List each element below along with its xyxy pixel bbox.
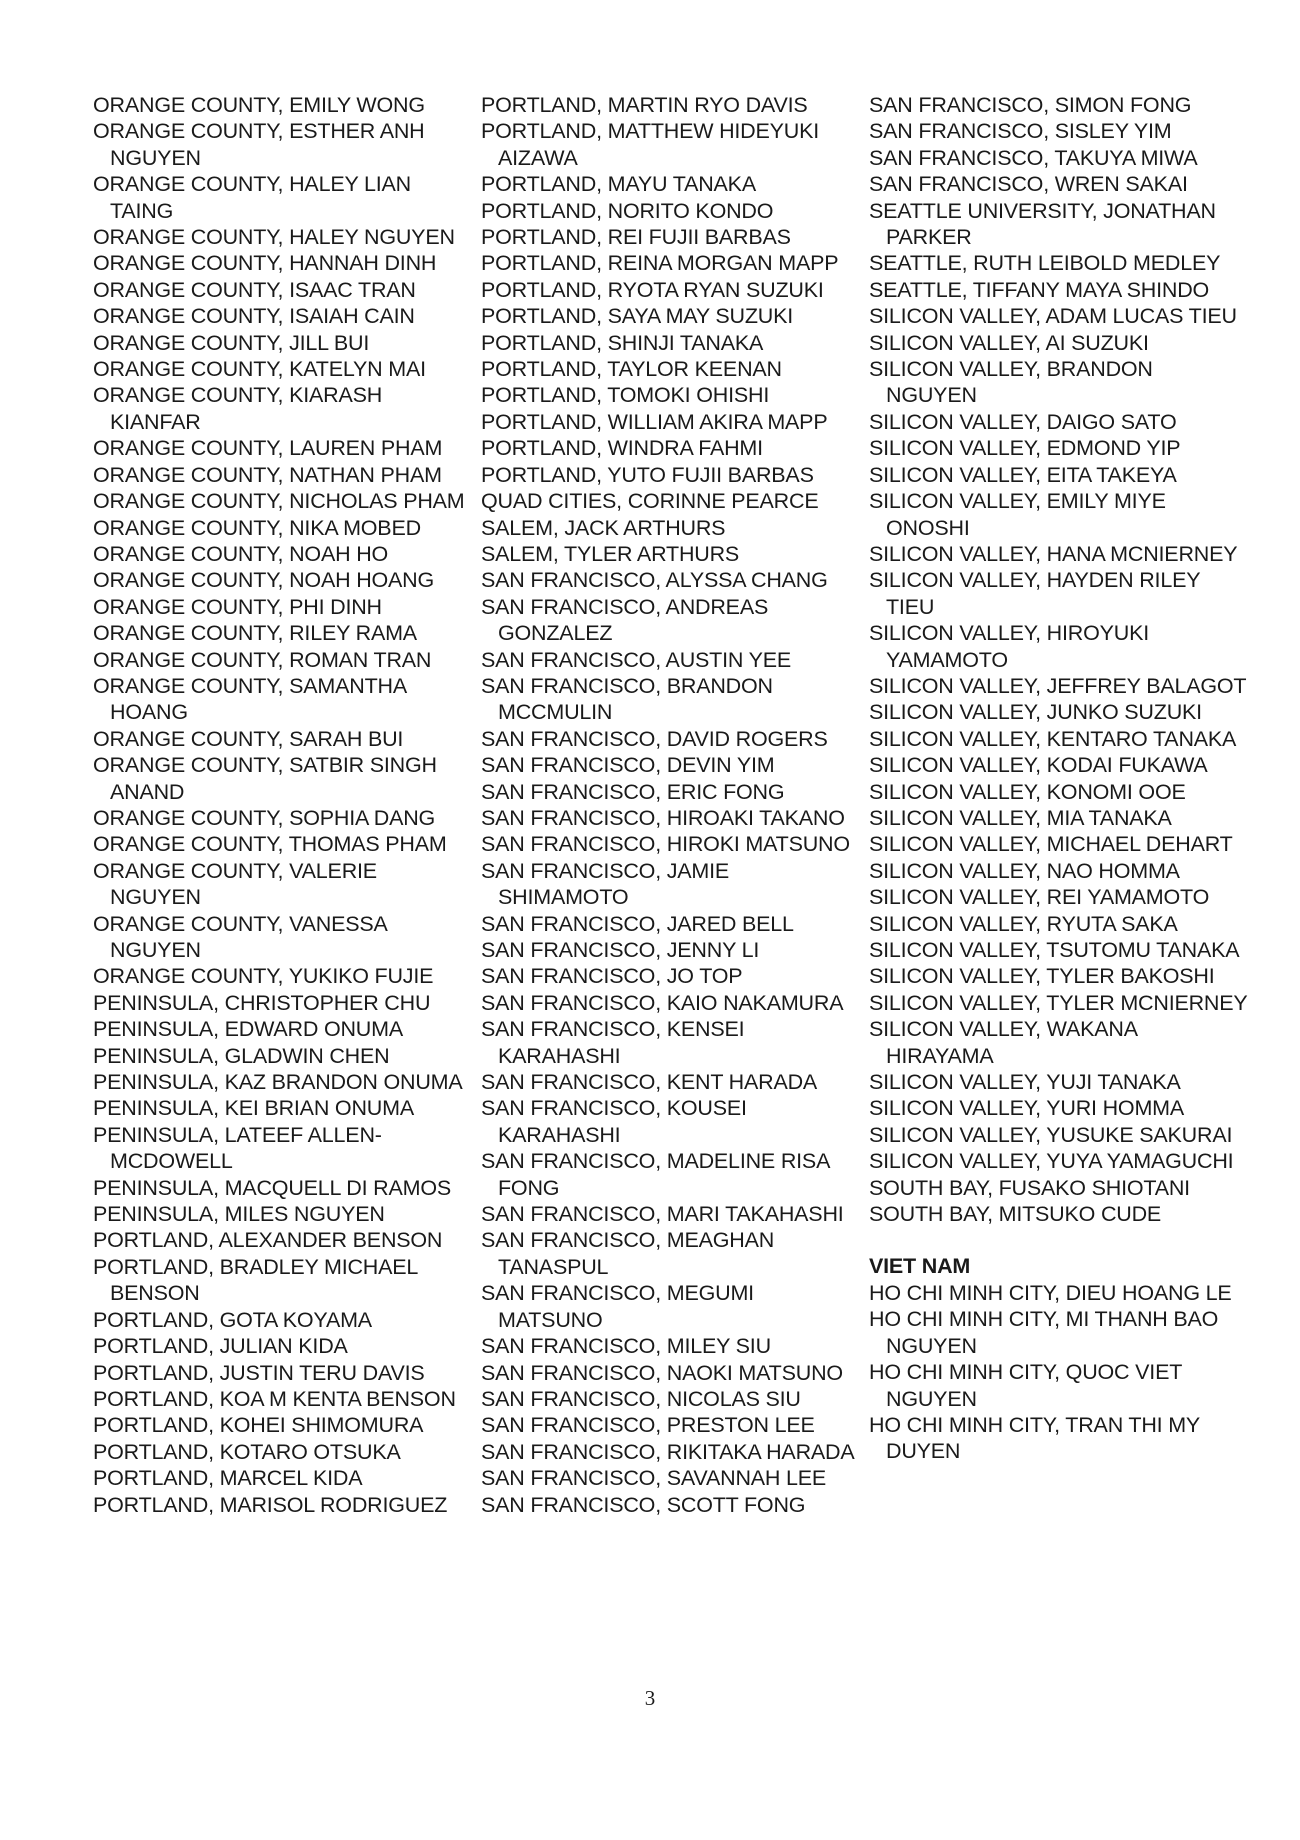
list-item: SAN FRANCISCO, DAVID ROGERS [481, 726, 828, 751]
list-item: PORTLAND, REI FUJII BARBAS [481, 225, 791, 250]
list-item: PENINSULA, MACQUELL DI RAMOS [93, 1175, 451, 1200]
list-item: SAN FRANCISCO, ALYSSA CHANG [481, 568, 828, 593]
name-column-2 [481, 92, 861, 1518]
list-item: PORTLAND, YUTO FUJII BARBAS [481, 462, 814, 487]
list-item: SOUTH BAY, FUSAKO SHIOTANI [869, 1175, 1190, 1200]
list-item: PORTLAND, REINA MORGAN MAPP [481, 251, 839, 276]
list-item: SAN FRANCISCO, JARED BELL [481, 911, 794, 936]
list-item: SILICON VALLEY, JUNKO SUZUKI [869, 700, 1202, 725]
list-item: SAN FRANCISCO, MARI TAKAHASHI [481, 1202, 844, 1227]
list-item: PENINSULA, CHRISTOPHER CHU [93, 990, 431, 1015]
list-item: SALEM, TYLER ARTHURS [481, 541, 740, 566]
list-item: SAN FRANCISCO, AUSTIN YEE [481, 647, 792, 672]
list-item: ORANGE COUNTY, NIKA MOBED [93, 515, 421, 540]
list-item: ORANGE COUNTY, SOPHIA DANG [93, 805, 436, 830]
list-item: SILICON VALLEY, HIROYUKI YAMAMOTO [869, 621, 1149, 672]
list-item: ORANGE COUNTY, NICHOLAS PHAM [93, 489, 465, 514]
list-item: SAN FRANCISCO, JENNY LI [481, 938, 760, 962]
list-item: ORANGE COUNTY, THOMAS PHAM [93, 832, 447, 857]
list-item: SEATTLE UNIVERSITY, JONATHAN PARKER [869, 198, 1216, 250]
list-item: PORTLAND, TAYLOR KEENAN [481, 357, 782, 382]
list-item: SAN FRANCISCO, KOUSEI KARAHASHI [481, 1096, 747, 1147]
list-item: SILICON VALLEY, JEFFREY BALAGOT [869, 673, 1247, 698]
list-item: HO CHI MINH CITY, TRAN THI MY DUYEN [869, 1412, 1200, 1464]
list-item: ORANGE COUNTY, VANESSA NGUYEN [93, 911, 387, 962]
list-item: HO CHI MINH CITY, MI THANH BAO NGUYEN [869, 1307, 1219, 1358]
list-item: SILICON VALLEY, RYUTA SAKA [869, 911, 1178, 936]
list-item: PORTLAND, JUSTIN TERU DAVIS [93, 1360, 425, 1385]
list-item: SILICON VALLEY, HAYDEN RILEY TIEU [869, 568, 1200, 619]
list-item: HO CHI MINH CITY, QUOC VIET NGUYEN [869, 1360, 1182, 1411]
list-item: SAN FRANCISCO, KENSEI KARAHASHI [481, 1017, 745, 1068]
list-item: PORTLAND, WINDRA FAHMI [481, 436, 763, 461]
list-item: PORTLAND, KOA M KENTA BENSON [93, 1386, 456, 1411]
list-item: SILICON VALLEY, ADAM LUCAS TIEU [869, 304, 1237, 329]
list-item: PORTLAND, SHINJI TANAKA [481, 330, 764, 355]
list-item: PORTLAND, SAYA MAY SUZUKI [481, 304, 794, 329]
page-number: 3 [644, 1686, 656, 1710]
list-item: ORANGE COUNTY, HALEY NGUYEN [93, 225, 455, 250]
list-item: ORANGE COUNTY, YUKIKO FUJIE [93, 964, 434, 989]
list-item: SILICON VALLEY, HANA MCNIERNEY [869, 541, 1238, 566]
list-item: SAN FRANCISCO, SISLEY YIM [869, 119, 1172, 144]
list-item: PORTLAND, KOHEI SHIMOMURA [93, 1413, 424, 1438]
list-item: ORANGE COUNTY, RILEY RAMA [93, 621, 417, 646]
list-item: ORANGE COUNTY, NOAH HO [93, 541, 389, 566]
list-item: SILICON VALLEY, MIA TANAKA [869, 805, 1172, 830]
list-item: SILICON VALLEY, MICHAEL DEHART [869, 832, 1233, 857]
list-item: PORTLAND, RYOTA RYAN SUZUKI [481, 277, 824, 302]
list-item: ORANGE COUNTY, ROMAN TRAN [93, 647, 432, 672]
list-item: PORTLAND, TOMOKI OHISHI [481, 383, 770, 408]
list-item: PENINSULA, GLADWIN CHEN [93, 1043, 390, 1068]
list-item: SAN FRANCISCO, MILEY SIU [481, 1334, 771, 1359]
name-column-3-entries [869, 92, 1249, 1227]
list-item: SILICON VALLEY, AI SUZUKI [869, 330, 1149, 355]
list-item: SAN FRANCISCO, HIROAKI TAKANO [481, 805, 845, 830]
list-item: SAN FRANCISCO, JAMIE SHIMAMOTO [481, 858, 730, 910]
list-item: SAN FRANCISCO, JO TOP [481, 964, 743, 989]
list-item: ORANGE COUNTY, NATHAN PHAM [93, 462, 442, 487]
list-item: PORTLAND, NORITO KONDO [481, 198, 774, 223]
name-column-1 [93, 92, 473, 1518]
list-item: ORANGE COUNTY, ISAAC TRAN [93, 277, 416, 302]
list-item: SAN FRANCISCO, KAIO NAKAMURA [481, 990, 844, 1015]
list-item: PORTLAND, MAYU TANAKA [481, 172, 756, 197]
list-item: SAN FRANCISCO, ANDREAS GONZALEZ [481, 594, 769, 646]
list-item: SILICON VALLEY, EDMOND YIP [869, 436, 1181, 461]
list-item: SAN FRANCISCO, MEGUMI MATSUNO [481, 1281, 754, 1332]
list-item: SOUTH BAY, MITSUKO CUDE [869, 1202, 1162, 1227]
list-item: ORANGE COUNTY, PHI DINH [93, 594, 382, 619]
list-item: SILICON VALLEY, YUYA YAMAGUCHI [869, 1149, 1234, 1174]
list-item: SILICON VALLEY, KONOMI OOE [869, 779, 1186, 804]
list-item: PORTLAND, MARCEL KIDA [93, 1466, 363, 1491]
list-item: PORTLAND, KOTARO OTSUKA [93, 1439, 401, 1464]
list-item: ORANGE COUNTY, VALERIE NGUYEN [93, 858, 377, 910]
list-item: SILICON VALLEY, YUJI TANAKA [869, 1070, 1181, 1095]
name-column-3 [869, 92, 1249, 1465]
list-item: SILICON VALLEY, KENTARO TANAKA [869, 726, 1237, 751]
list-item: SAN FRANCISCO, MEAGHAN TANASPUL [481, 1228, 775, 1279]
list-item: ORANGE COUNTY, KIARASH KIANFAR [93, 383, 383, 434]
list-item: SEATTLE, RUTH LEIBOLD MEDLEY [869, 251, 1221, 276]
list-item: SAN FRANCISCO, TAKUYA MIWA [869, 145, 1198, 170]
list-item: SILICON VALLEY, REI YAMAMOTO [869, 885, 1210, 910]
list-item: SILICON VALLEY, TSUTOMU TANAKA [869, 938, 1240, 962]
list-item: SAN FRANCISCO, DEVIN YIM [481, 753, 775, 778]
list-item: ORANGE COUNTY, NOAH HOANG [93, 568, 435, 593]
list-item: PENINSULA, KAZ BRANDON ONUMA [93, 1070, 463, 1095]
list-item: SILICON VALLEY, YURI HOMMA [869, 1096, 1185, 1121]
list-item: PENINSULA, KEI BRIAN ONUMA [93, 1096, 414, 1121]
list-item: SALEM, JACK ARTHURS [481, 515, 726, 540]
list-item: SAN FRANCISCO, KENT HARADA [481, 1070, 818, 1095]
list-item: SAN FRANCISCO, NICOLAS SIU [481, 1386, 801, 1411]
list-item: SILICON VALLEY, DAIGO SATO [869, 409, 1177, 434]
list-item: ORANGE COUNTY, JILL BUI [93, 330, 370, 355]
list-item: SAN FRANCISCO, PRESTON LEE [481, 1413, 815, 1438]
list-item: PORTLAND, BRADLEY MICHAEL BENSON [93, 1254, 418, 1306]
list-item: SAN FRANCISCO, RIKITAKA HARADA [481, 1439, 855, 1464]
list-item: ORANGE COUNTY, ESTHER ANH NGUYEN [93, 119, 425, 170]
list-item: PENINSULA, MILES NGUYEN [93, 1202, 385, 1227]
list-item: SAN FRANCISCO, WREN SAKAI [869, 172, 1188, 197]
list-item: ORANGE COUNTY, HALEY LIAN TAING [93, 172, 411, 223]
section-viet-nam [869, 1253, 1249, 1464]
list-item: SEATTLE, TIFFANY MAYA SHINDO [869, 277, 1210, 302]
list-item: PORTLAND, JULIAN KIDA [93, 1334, 348, 1359]
list-item: SILICON VALLEY, YUSUKE SAKURAI [869, 1122, 1233, 1147]
list-item: SAN FRANCISCO, SIMON FONG [869, 93, 1192, 117]
list-item: SAN FRANCISCO, SCOTT FONG [481, 1492, 806, 1517]
list-item: QUAD CITIES, CORINNE PEARCE [481, 489, 819, 514]
list-item: PENINSULA, LATEEF ALLEN-MCDOWELL [93, 1122, 382, 1174]
list-item: SAN FRANCISCO, NAOKI MATSUNO [481, 1360, 843, 1385]
list-item: PENINSULA, EDWARD ONUMA [93, 1017, 403, 1042]
list-item: SILICON VALLEY, EMILY MIYE ONOSHI [869, 489, 1166, 540]
list-item: PORTLAND, MATTHEW HIDEYUKI AIZAWA [481, 119, 820, 170]
list-item: SILICON VALLEY, NAO HOMMA [869, 858, 1180, 883]
list-item: SILICON VALLEY, TYLER BAKOSHI [869, 964, 1215, 989]
list-item: ORANGE COUNTY, SATBIR SINGH ANAND [93, 753, 437, 804]
list-item: SILICON VALLEY, TYLER MCNIERNEY [869, 990, 1248, 1015]
list-item: ORANGE COUNTY, SAMANTHA HOANG [93, 673, 406, 725]
list-item: SILICON VALLEY, KODAI FUKAWA [869, 753, 1208, 778]
list-item: ORANGE COUNTY, SARAH BUI [93, 726, 404, 751]
list-item: PORTLAND, ALEXANDER BENSON [93, 1228, 443, 1253]
section-heading: VIET NAM [869, 1254, 971, 1279]
list-item: ORANGE COUNTY, EMILY WONG [93, 93, 425, 117]
list-item: HO CHI MINH CITY, DIEU HOANG LE [869, 1280, 1232, 1305]
list-item: ORANGE COUNTY, ISAIAH CAIN [93, 304, 415, 329]
list-item: SAN FRANCISCO, BRANDON MCCMULIN [481, 673, 773, 725]
list-item: ORANGE COUNTY, LAUREN PHAM [93, 436, 443, 461]
list-item: SAN FRANCISCO, HIROKI MATSUNO [481, 832, 850, 857]
list-item: SILICON VALLEY, EITA TAKEYA [869, 462, 1177, 487]
list-item: PORTLAND, WILLIAM AKIRA MAPP [481, 409, 828, 434]
list-item: PORTLAND, MARISOL RODRIGUEZ [93, 1492, 448, 1517]
section-entries [869, 1280, 1249, 1465]
list-item: PORTLAND, GOTA KOYAMA [93, 1307, 372, 1332]
list-item: SAN FRANCISCO, ERIC FONG [481, 779, 785, 804]
list-item: SAN FRANCISCO, SAVANNAH LEE [481, 1466, 827, 1491]
list-item: SILICON VALLEY, BRANDON NGUYEN [869, 357, 1153, 408]
list-item: PORTLAND, MARTIN RYO DAVIS [481, 93, 808, 117]
list-item: ORANGE COUNTY, HANNAH DINH [93, 251, 437, 276]
list-item: ORANGE COUNTY, KATELYN MAI [93, 357, 426, 382]
list-item: SILICON VALLEY, WAKANA HIRAYAMA [869, 1017, 1137, 1068]
list-item: SAN FRANCISCO, MADELINE RISA FONG [481, 1149, 830, 1200]
